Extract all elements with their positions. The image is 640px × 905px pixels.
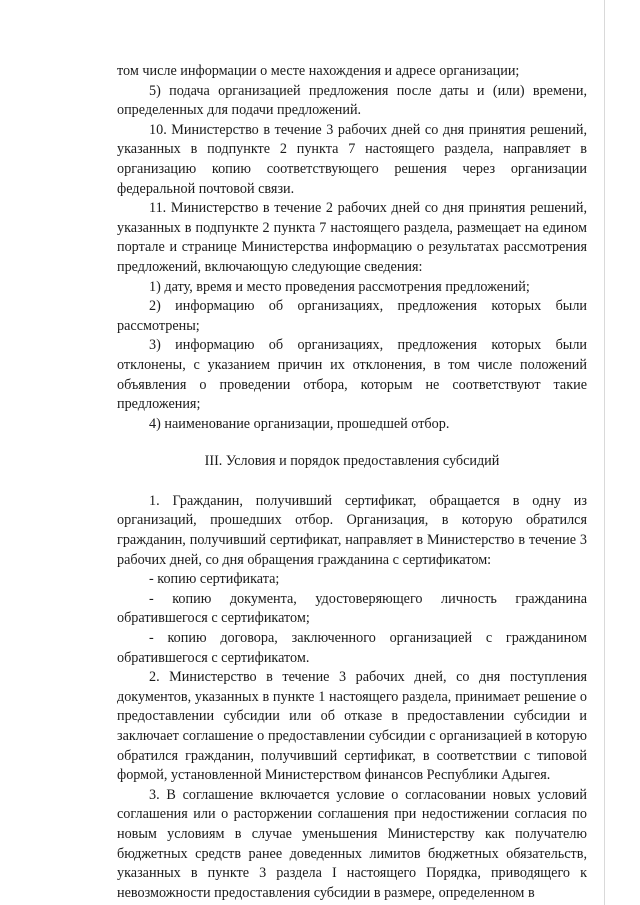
- paragraph-item-4: 4) наименование организации, прошедшей отбор.: [149, 415, 450, 432]
- paragraph-10: 10. Министерство в течение 3 рабочих дней со дня принятия решений, указанных в подпункте 2 пункта 7 настоящего раздела, направляет в организацию копию соответствующего решения через организации федеральной почтовой связи.: [117, 121, 587, 197]
- section-paragraph-2: 2. Министерство в течение 3 рабочих дней, со дня поступления документов, указанных в пункте 1 настоящего раздела, принимает решение о предоставлении субсидии или об отказе в предоставлении субсидии и заключает соглашение о предоставлении субсидии с организацией в которую обратился гражданин, получивший сертификат, в соответствии с типовой формой, установленной Министерством финансов Республики Адыгея.: [117, 669, 587, 784]
- section-heading: III. Условия и порядок предоставления субсидий: [204, 453, 500, 470]
- paragraph-continuation: том числе информации о месте нахождения и адресе организации;: [117, 63, 520, 79]
- list-item-contract-copy: - копию договора, заключенного организацией с гражданином обратившегося с сертификатом.: [117, 630, 587, 666]
- section-paragraph-1: 1. Гражданин, получивший сертификат, обращается в одну из организаций, прошедших отбор. Организация, в которую обратился гражданин, получивший сертификат, направляет в Министерство в течение 3 рабочих дней, со дня обращения гражданина с сертификатом:: [117, 492, 587, 568]
- list-item-identity-document: - копию документа, удостоверяющего личность гражданина обратившегося с сертификатом;: [117, 590, 587, 627]
- document-body: [117, 62, 587, 903]
- paragraph-item-2: 2) информацию об организациях, предложения которых были рассмотрены;: [117, 298, 587, 334]
- paragraph-item-1: 1) дату, время и место проведения рассмотрения предложений;: [149, 278, 530, 295]
- paragraph-item-3: 3) информацию об организациях, предложения которых были отклонены, с указанием причин их отклонения, в том числе положений объявления о проведении отбора, которым не соответствуют такие предложения;: [117, 337, 587, 413]
- paragraph-item-5: 5) подача организацией предложения после даты и (или) времени, определенных для подачи предложений.: [117, 82, 587, 119]
- section-paragraph-3: 3. В соглашение включается условие о согласовании новых условий соглашения или о расторжении соглашения при недостижении согласия по новым условиям в случае уменьшения Министерству как получателю бюджетных средств ранее доведенных лимитов бюджетных обязательств, указанных в пункте 3 раздела I настоящего Порядка, приводящего к невозможности предоставления субсидии в размере, определенном в: [117, 786, 587, 901]
- list-item-certificate-copy: - копию сертификата;: [149, 571, 280, 588]
- scan-edge-line: [604, 0, 605, 905]
- paragraph-11: 11. Министерство в течение 2 рабочих дней со дня принятия решений, указанных в подпункте 2 пункта 7 настоящего раздела, размещает на едином портале и странице Министерства информацию о результатах рассмотрения предложений, включающую следующие сведения:: [117, 200, 587, 275]
